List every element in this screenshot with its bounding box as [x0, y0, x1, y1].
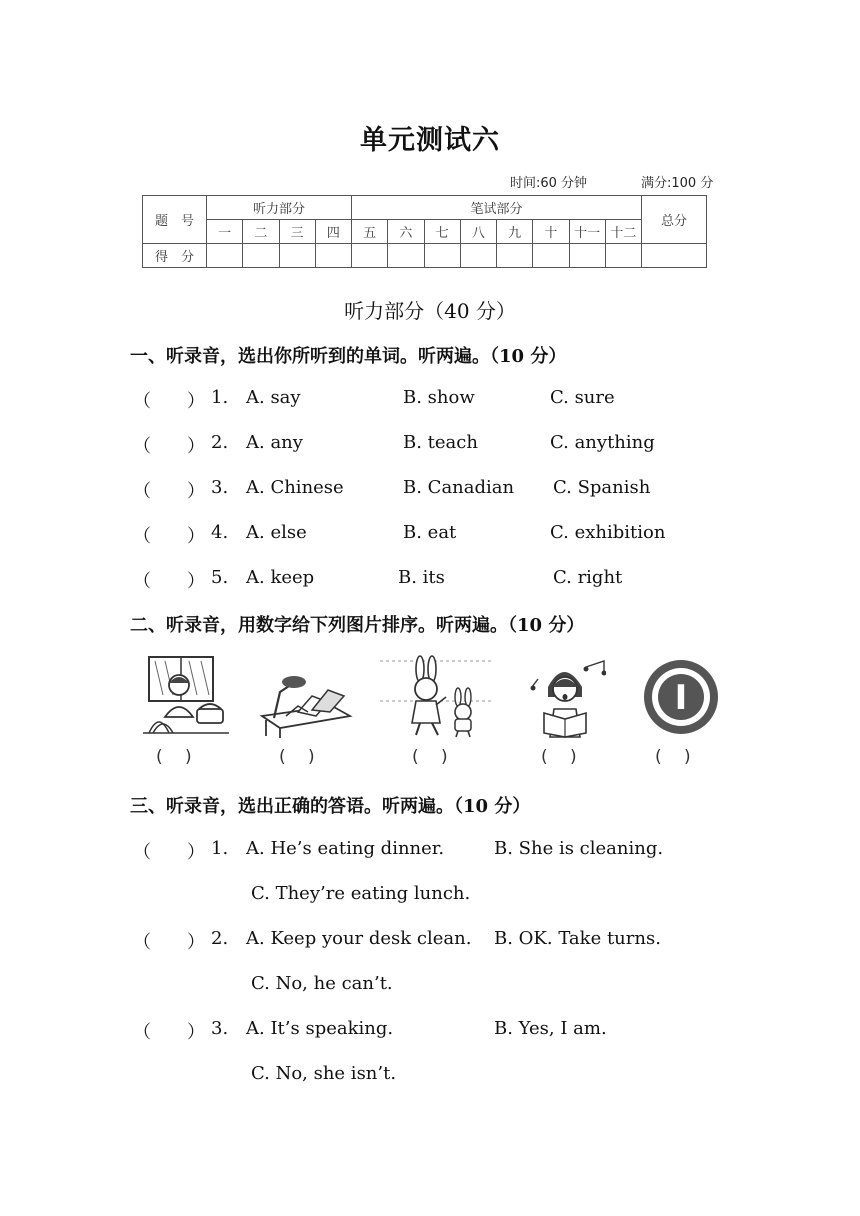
q1-heading: 一、听录音，选出你所听到的单词。听两遍。（10 分） — [130, 346, 567, 367]
answer-blank[interactable]: （ ） — [133, 481, 205, 502]
option-b: B. Yes, I am. — [494, 1018, 607, 1039]
option-b: B. Canadian — [403, 477, 515, 498]
option-b: B. OK. Take turns. — [494, 928, 661, 949]
item-number: 2. — [211, 432, 229, 453]
writing-header: 笔试部分 — [352, 196, 642, 220]
score-cell[interactable] — [460, 244, 496, 268]
boy-on-phone-icon — [143, 655, 229, 735]
picture-blank-4[interactable]: ( ) — [541, 747, 577, 767]
q3-heading: 三、听录音，选出正确的答语。听两遍。（10 分） — [130, 796, 531, 817]
score-cell[interactable] — [605, 244, 641, 268]
picture-blank-1[interactable]: ( ) — [156, 747, 192, 767]
option-c: C. They’re eating lunch. — [251, 883, 471, 904]
score-cell[interactable] — [352, 244, 388, 268]
option-b: B. eat — [403, 522, 457, 543]
score-col: 七 — [424, 220, 460, 244]
listening-header: 听力部分 — [207, 196, 352, 220]
option-a: A. else — [246, 522, 307, 543]
option-a: A. He’s eating dinner. — [246, 838, 445, 859]
score-cell[interactable] — [207, 244, 243, 268]
score-cell[interactable] — [388, 244, 424, 268]
item-number: 1. — [211, 387, 229, 408]
page-title: 单元测试六 — [360, 125, 500, 156]
score-cell[interactable] — [243, 244, 279, 268]
picture-blank-2[interactable]: ( ) — [279, 747, 315, 767]
answer-blank[interactable]: （ ） — [133, 436, 205, 457]
score-cell[interactable] — [315, 244, 351, 268]
girl-singing-icon — [530, 657, 606, 739]
option-b: B. teach — [403, 432, 478, 453]
picture-blank-3[interactable]: ( ) — [412, 747, 448, 767]
item-number: 1. — [211, 838, 229, 859]
time-limit: 时间:60 分钟 — [510, 176, 588, 191]
option-a: A. say — [246, 387, 301, 408]
answer-blank[interactable]: （ ） — [133, 1022, 205, 1043]
option-c: C. anything — [550, 432, 655, 453]
messy-desk-lamp-icon — [258, 668, 354, 738]
answer-blank[interactable]: （ ） — [133, 391, 205, 412]
option-c: C. No, he can’t. — [251, 973, 393, 994]
answer-blank[interactable]: （ ） — [133, 842, 205, 863]
score-col: 九 — [497, 220, 533, 244]
score-col: 一 — [207, 220, 243, 244]
score-col: 八 — [460, 220, 496, 244]
option-c: C. right — [553, 567, 623, 588]
option-c: C. No, she isn’t. — [251, 1063, 397, 1084]
quiet-sign-icon — [641, 657, 721, 737]
total-score-cell[interactable] — [642, 244, 707, 268]
row-label-score: 得 分 — [143, 244, 207, 268]
row-label-question-number: 题 号 — [143, 196, 207, 244]
score-col: 四 — [315, 220, 351, 244]
score-col: 三 — [279, 220, 315, 244]
score-cell[interactable] — [533, 244, 569, 268]
option-c: C. sure — [550, 387, 615, 408]
option-a: A. Chinese — [246, 477, 344, 498]
picture-blank-5[interactable]: ( ) — [655, 747, 691, 767]
option-a: A. any — [246, 432, 303, 453]
answer-blank[interactable]: （ ） — [133, 932, 205, 953]
score-col: 十一 — [569, 220, 605, 244]
score-col: 十二 — [605, 220, 641, 244]
option-c: C. exhibition — [550, 522, 666, 543]
answer-blank[interactable]: （ ） — [133, 571, 205, 592]
score-col: 十 — [533, 220, 569, 244]
score-cell[interactable] — [569, 244, 605, 268]
score-col: 六 — [388, 220, 424, 244]
score-cell[interactable] — [424, 244, 460, 268]
answer-blank[interactable]: （ ） — [133, 526, 205, 547]
item-number: 3. — [211, 477, 229, 498]
option-b: B. show — [403, 387, 475, 408]
option-a: A. keep — [246, 567, 315, 588]
item-number: 2. — [211, 928, 229, 949]
section-title-listening: 听力部分（40 分） — [344, 299, 516, 323]
two-rabbits-icon — [380, 655, 492, 739]
score-col: 五 — [352, 220, 388, 244]
quiet-sign-letter: I — [674, 678, 688, 718]
score-cell[interactable] — [497, 244, 533, 268]
score-table — [142, 195, 707, 268]
option-b: B. She is cleaning. — [494, 838, 664, 859]
option-c: C. Spanish — [553, 477, 651, 498]
item-number: 4. — [211, 522, 229, 543]
item-number: 5. — [211, 567, 229, 588]
option-a: A. It’s speaking. — [246, 1018, 394, 1039]
score-cell[interactable] — [279, 244, 315, 268]
q2-heading: 二、听录音，用数字给下列图片排序。听两遍。（10 分） — [130, 615, 585, 636]
item-number: 3. — [211, 1018, 229, 1039]
total-header: 总分 — [642, 196, 707, 244]
option-a: A. Keep your desk clean. — [246, 928, 472, 949]
option-b: B. its — [398, 567, 445, 588]
score-col: 二 — [243, 220, 279, 244]
full-score: 满分:100 分 — [641, 176, 714, 191]
